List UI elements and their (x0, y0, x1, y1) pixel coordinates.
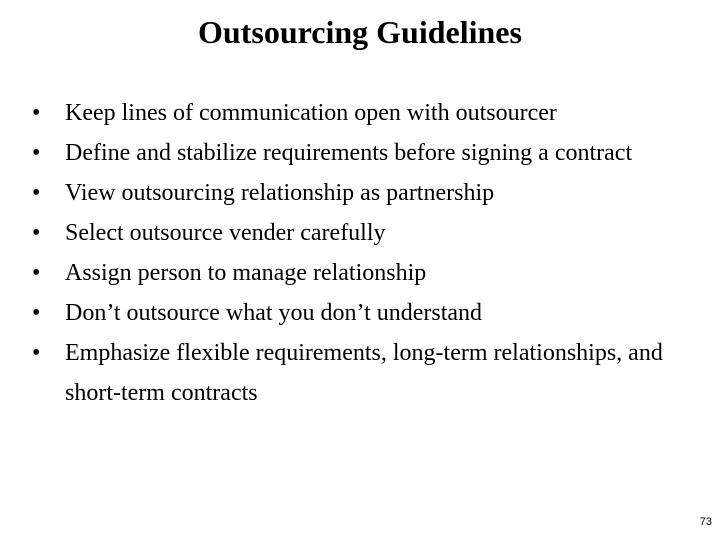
bullet-marker: • (32, 220, 41, 246)
bullet-item-manager (32, 253, 682, 293)
bullet-item-requirements (32, 133, 682, 173)
bullet-item-flexible (32, 333, 682, 413)
bullet-marker: • (32, 260, 41, 286)
bullet-text: Emphasize flexible requirements, long-term relationships, and short-term contracts (65, 340, 663, 406)
bullet-text: View outsourcing relationship as partnership (65, 180, 495, 206)
bullet-item-partnership (32, 173, 682, 213)
bullet-item-understand (32, 293, 682, 333)
bullet-item-vender (32, 213, 682, 253)
bullet-text: Don’t outsource what you don’t understand (65, 300, 483, 326)
bullet-marker: • (32, 340, 41, 366)
slide-title: Outsourcing Guidelines (198, 14, 522, 50)
page-number: 73 (699, 516, 712, 528)
bullet-list (32, 93, 682, 413)
bullet-text: Define and stabilize requirements before signing a contract (65, 140, 633, 166)
bullet-item-communication (32, 93, 682, 133)
bullet-marker: • (32, 300, 41, 326)
bullet-text: Assign person to manage relationship (65, 260, 427, 286)
bullet-marker: • (32, 140, 41, 166)
bullet-text: Keep lines of communication open with outsourcer (65, 100, 557, 126)
bullet-text: Select outsource vender carefully (65, 220, 386, 246)
bullet-marker: • (32, 100, 41, 126)
bullet-marker: • (32, 180, 41, 206)
